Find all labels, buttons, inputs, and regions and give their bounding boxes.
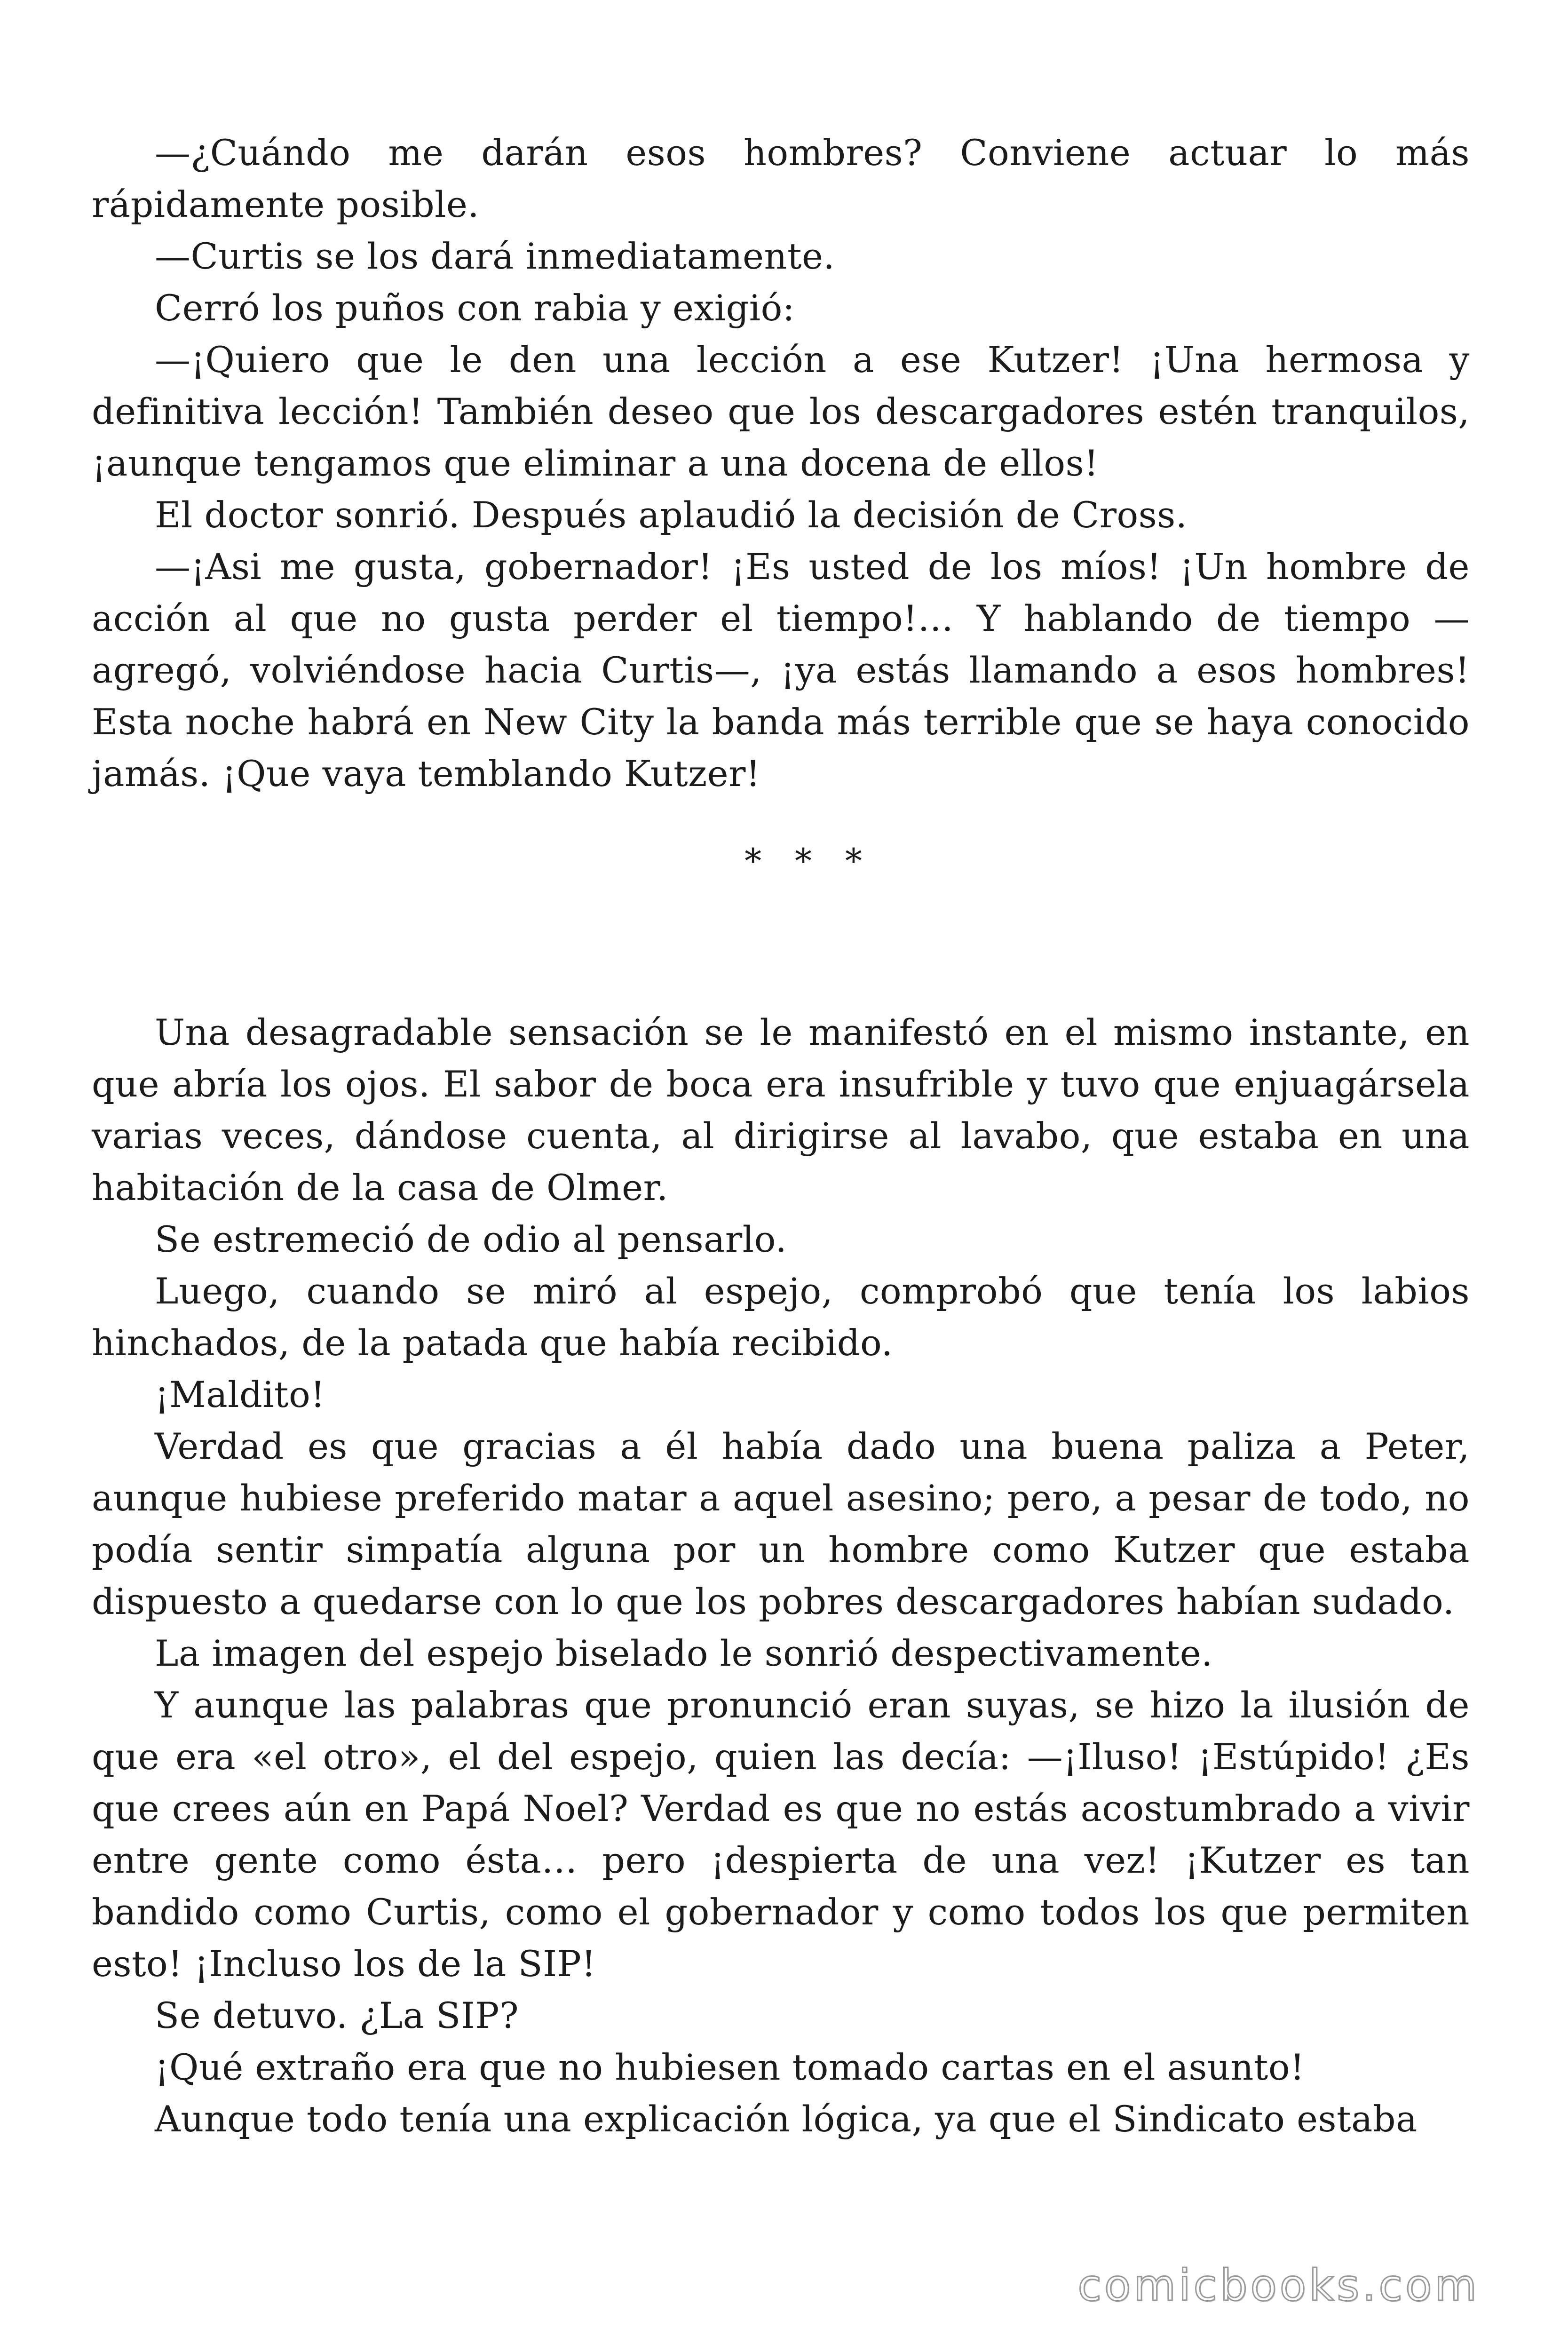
- separator-text: * * *: [744, 841, 873, 881]
- paragraph: —¿Cuándo me darán esos hombres? Conviene actuar lo más rápidamente posible.: [92, 132, 1470, 225]
- paragraph: Se detuvo. ¿La SIP?: [155, 1994, 519, 2036]
- paragraph: Luego, cuando se miró al espejo, comprobó que tenía los labios hinchados, de la patada que había recibido.: [92, 1270, 1470, 1364]
- paragraph: Cerró los puños con rabia y exigió:: [155, 287, 795, 329]
- paragraph: —¡Quiero que le den una lección a ese Kutzer! ¡Una hermosa y definitiva lección! También deseo que los descargadores estén tranquilos, ¡aunque tengamos que eliminar a una docena de ellos!: [92, 339, 1470, 484]
- paragraph: Se estremeció de odio al pensarlo.: [155, 1218, 787, 1260]
- paragraph: ¡Qué extraño era que no hubiesen tomado cartas en el asunto!: [155, 2046, 1305, 2088]
- watermark-logo: comicbooks.com: [1077, 2260, 1480, 2311]
- paragraph: El doctor sonrió. Después aplaudió la decisión de Cross.: [155, 494, 1188, 536]
- page-body: [92, 127, 1470, 2145]
- paragraph: Aunque todo tenía una explicación lógica, ya que el Sindicato estaba: [155, 2098, 1418, 2140]
- paragraph: ¡Maldito!: [155, 1374, 325, 1415]
- paragraph: Y aunque las palabras que pronunció eran suyas, se hizo la ilusión de que era «el otro», el del espejo, quien las decía: —¡Iluso! ¡Estúpido! ¿Es que crees aún en Papá Noel? Verdad es que no estás acostumbrado a vivir entre gente como ésta… pero ¡despierta de una vez! ¡Kutzer es tan bandido como Curtis, como el gobernador y como todos los que permiten esto! ¡Incluso los de la SIP!: [92, 1684, 1470, 1985]
- paragraph: La imagen del espejo biselado le sonrió despectivamente.: [155, 1632, 1213, 1674]
- paragraph: —¡Asi me gusta, gobernador! ¡Es usted de los míos! ¡Un hombre de acción al que no gusta perder el tiempo!… Y hablando de tiempo —agregó, volviéndose hacia Curtis—, ¡ya estás llamando a esos hombres! Esta noche habrá en New City la banda más terrible que se haya conocido jamás. ¡Que vaya temblando Kutzer!: [92, 546, 1470, 795]
- paragraph: Una desagradable sensación se le manifestó en el mismo instante, en que abría los ojos. El sabor de boca era insufrible y tuvo que enjuagársela varias veces, dándose cuenta, al dirigirse al lavabo, que estaba en una habitación de la casa de Olmer.: [92, 1011, 1470, 1208]
- paragraph: Verdad es que gracias a él había dado una buena paliza a Peter, aunque hubiese preferido matar a aquel asesino; pero, a pesar de todo, no podía sentir simpatía alguna por un hombre como Kutzer que estaba dispuesto a quedarse con lo que los pobres descargadores habían sudado.: [92, 1425, 1470, 1622]
- scene-separator: [92, 835, 1470, 887]
- paragraph: —Curtis se los dará inmediatamente.: [155, 235, 835, 277]
